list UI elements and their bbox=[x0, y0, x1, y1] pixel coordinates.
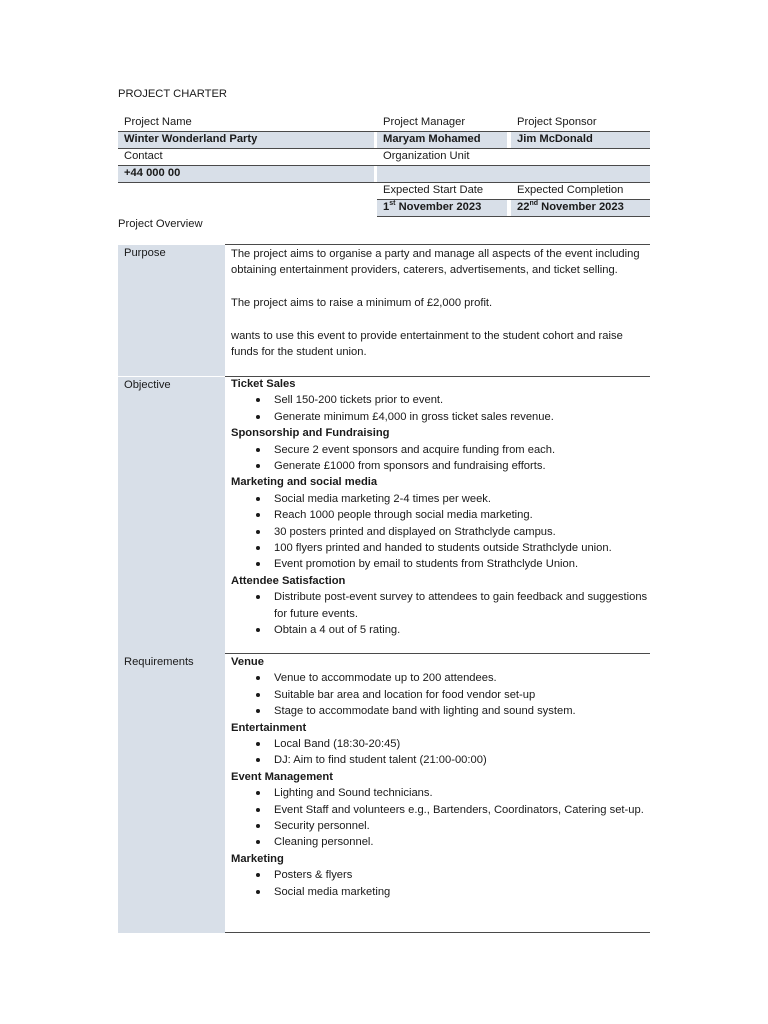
list-item: Distribute post-event survey to attendees to gain feedback and suggestions for future events. bbox=[231, 589, 650, 622]
list-item: Social media marketing bbox=[231, 884, 650, 900]
objective-label: Objective bbox=[124, 379, 171, 391]
objective-section-heading: Attendee Satisfaction bbox=[231, 574, 346, 587]
list-item: Venue to accommodate up to 200 attendees. bbox=[231, 670, 650, 686]
completion-suffix: nd bbox=[529, 200, 539, 207]
list-item: Event Staff and volunteers e.g., Bartenders, Coordinators, Catering set-up. bbox=[231, 802, 650, 818]
requirements-content bbox=[231, 654, 650, 900]
purpose-paragraph: The project aims to organise a party and manage all aspects of the event including obtaining entertainment providers, caterers, advertisements, and ticket selling. bbox=[231, 248, 640, 277]
project-sponsor-label: Project Sponsor bbox=[517, 116, 597, 128]
project-name-label: Project Name bbox=[124, 116, 192, 128]
list-item: Lighting and Sound technicians. bbox=[231, 785, 650, 801]
project-sponsor-value: Jim McDonald bbox=[517, 133, 593, 145]
list-item: Security personnel. bbox=[231, 818, 650, 834]
start-date-label: Expected Start Date bbox=[383, 184, 484, 196]
requirements-section-heading: Event Management bbox=[231, 770, 333, 783]
list-item: Reach 1000 people through social media marketing. bbox=[231, 507, 650, 523]
start-suffix: st bbox=[389, 200, 396, 207]
project-name-value: Winter Wonderland Party bbox=[124, 133, 258, 145]
objective-label-cell bbox=[118, 377, 225, 654]
overview-heading: Project Overview bbox=[118, 218, 203, 230]
objective-section-heading: Ticket Sales bbox=[231, 378, 296, 390]
list-item: Generate £1000 from sponsors and fundraising efforts. bbox=[231, 458, 650, 474]
list-item: Secure 2 event sponsors and acquire funding from each. bbox=[231, 442, 650, 458]
completion-label: Expected Completion bbox=[517, 184, 624, 196]
divider bbox=[225, 653, 650, 654]
purpose-paragraph: wants to use this event to provide entertainment to the student cohort and raise funds for the student union. bbox=[231, 330, 623, 359]
requirements-label: Requirements bbox=[124, 656, 194, 668]
requirements-section-heading: Venue bbox=[231, 656, 264, 668]
divider bbox=[377, 216, 650, 217]
shade-cell bbox=[377, 166, 650, 182]
list-item: 100 flyers printed and handed to students outside Strathclyde union. bbox=[231, 540, 650, 556]
contact-value: +44 000 00 bbox=[124, 167, 181, 179]
objective-content bbox=[231, 376, 650, 639]
list-item: DJ: Aim to find student talent (21:00-00:00) bbox=[231, 752, 650, 768]
list-item: Posters & flyers bbox=[231, 867, 650, 883]
list-item: Stage to accommodate band with lighting and sound system. bbox=[231, 703, 650, 719]
start-month-year: November 2023 bbox=[395, 201, 482, 213]
divider bbox=[225, 244, 650, 245]
divider bbox=[225, 932, 650, 933]
completion-month-year: November 2023 bbox=[538, 201, 624, 213]
purpose-label-cell bbox=[118, 245, 225, 376]
start-date-value bbox=[383, 201, 481, 213]
contact-label: Contact bbox=[124, 150, 163, 162]
purpose-content bbox=[231, 246, 650, 361]
completion-date-value bbox=[517, 201, 624, 213]
list-item: Suitable bar area and location for food vendor set-up bbox=[231, 687, 650, 703]
purpose-label: Purpose bbox=[124, 247, 166, 259]
objective-section-heading: Sponsorship and Fundraising bbox=[231, 427, 390, 440]
objective-section-heading: Marketing and social media bbox=[231, 476, 378, 489]
requirements-section-heading: Entertainment bbox=[231, 721, 307, 734]
requirements-section-heading: Marketing bbox=[231, 852, 284, 865]
purpose-paragraph: The project aims to raise a minimum of £2,000 profit. bbox=[231, 297, 493, 310]
requirements-label-cell bbox=[118, 654, 225, 933]
document-title: PROJECT CHARTER bbox=[118, 88, 227, 100]
project-manager-label: Project Manager bbox=[383, 116, 466, 128]
list-item: Generate minimum £4,000 in gross ticket sales revenue. bbox=[231, 409, 650, 425]
completion-day: 22 bbox=[517, 201, 530, 213]
divider bbox=[118, 182, 650, 183]
divider bbox=[118, 148, 650, 149]
project-manager-value: Maryam Mohamed bbox=[383, 133, 481, 145]
org-unit-label: Organization Unit bbox=[383, 150, 470, 162]
divider bbox=[225, 376, 650, 377]
list-item: Obtain a 4 out of 5 rating. bbox=[231, 622, 650, 638]
list-item: Cleaning personnel. bbox=[231, 834, 650, 850]
list-item: Sell 150-200 tickets prior to event. bbox=[231, 392, 650, 408]
overview-table bbox=[118, 245, 650, 933]
list-item: 30 posters printed and displayed on Strathclyde campus. bbox=[231, 524, 650, 540]
start-day: 1 bbox=[383, 201, 390, 213]
list-item: Event promotion by email to students from Strathclyde Union. bbox=[231, 556, 650, 572]
list-item: Local Band (18:30-20:45) bbox=[231, 736, 650, 752]
list-item: Social media marketing 2-4 times per week. bbox=[231, 491, 650, 507]
